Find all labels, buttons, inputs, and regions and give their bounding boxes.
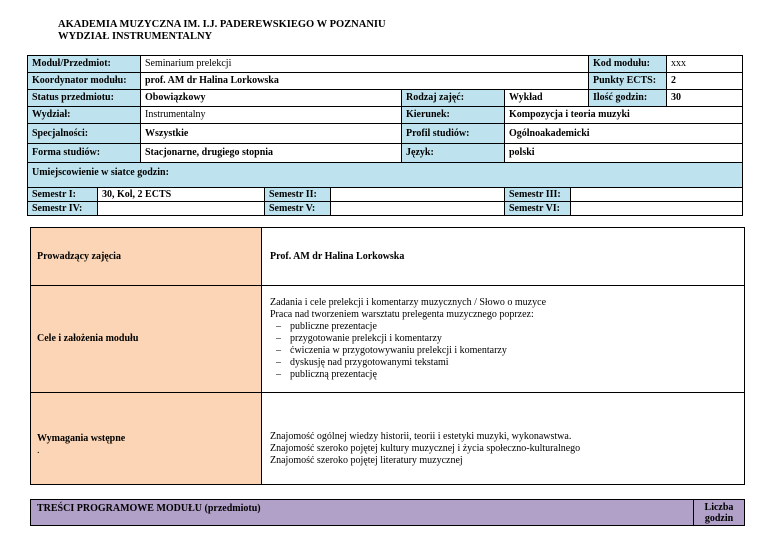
semestr-5-value <box>330 201 505 216</box>
godzin-label: godzin <box>704 513 734 524</box>
semestr-3-value <box>570 187 743 202</box>
cele-item: – ćwiczenia w przygotowywaniu prelekcji i komentarzy <box>270 345 738 357</box>
semestr-2-label: Semestr II: <box>264 187 331 202</box>
wymagania-cell <box>30 392 262 485</box>
forma-value: Stacjonarne, drugiego stopnia <box>140 143 402 163</box>
prowadzacy-value: Prof. AM dr Halina Lorkowska <box>261 227 745 286</box>
koordynator-label: Koordynator modułu: <box>27 72 141 90</box>
specjalnosci-label: Specjalności: <box>27 123 141 144</box>
wymagania-label: Wymagania wstępne <box>37 433 126 444</box>
modul-label: Moduł/Przedmiot: <box>27 55 141 73</box>
semestr-6-label: Semestr VI: <box>504 201 571 216</box>
tresci-programowe-header: TREŚCI PROGRAMOWE MODUŁU (przedmiotu) <box>30 499 694 526</box>
profil-label: Profil studiów: <box>401 123 505 144</box>
modul-value: Seminarium prelekcji <box>140 55 589 73</box>
specjalnosci-value: Wszystkie <box>140 123 402 144</box>
semestr-6-value <box>570 201 743 216</box>
cele-content <box>261 285 745 393</box>
kierunek-label: Kierunek: <box>401 106 505 124</box>
jezyk-value: polski <box>504 143 743 163</box>
document-header <box>58 19 386 43</box>
semestr-1-label: Semestr I: <box>27 187 98 202</box>
cele-list <box>270 321 738 381</box>
umiejscowienie-label: Umiejscowienie w siatce godzin: <box>27 162 743 188</box>
wymagania-content <box>261 392 745 485</box>
liczba-label: Liczba <box>704 502 734 513</box>
cele-item: – publiczne prezentacje <box>270 321 738 333</box>
rodzaj-value: Wykład <box>504 89 589 107</box>
wymagania-line: Znajomość szeroko pojętej kultury muzycznej i życia społeczno-kulturalnego <box>270 443 581 454</box>
wymagania-dot: . <box>37 445 40 456</box>
forma-label: Forma studiów: <box>27 143 141 163</box>
semestr-1-value: 30, Kol, 2 ECTS <box>97 187 265 202</box>
rodzaj-label: Rodzaj zajęć: <box>401 89 505 107</box>
cele-item: – przygotowanie prelekcji i komentarzy <box>270 333 738 345</box>
prowadzacy-label: Prowadzący zajęcia <box>30 227 262 286</box>
status-value: Obowiązkowy <box>140 89 402 107</box>
academy-name: AKADEMIA MUZYCZNA IM. I.J. PADEREWSKIEGO W POZNANIU <box>58 19 386 30</box>
semestr-4-value <box>97 201 265 216</box>
cele-line-1: Zadania i cele prelekcji i komentarzy muzycznych / Słowo o muzyce <box>270 297 547 308</box>
semestr-2-value <box>330 187 505 202</box>
semestr-5-label: Semestr V: <box>264 201 331 216</box>
koordynator-value: prof. AM dr Halina Lorkowska <box>140 72 589 90</box>
semestr-3-label: Semestr III: <box>504 187 571 202</box>
wymagania-line: Znajomość ogólnej wiedzy historii, teorii i estetyki muzyki, wykonawstwa. <box>270 431 572 442</box>
wydzial-label: Wydział: <box>27 106 141 124</box>
semestr-4-label: Semestr IV: <box>27 201 98 216</box>
wymagania-line: Znajomość szeroko pojętej literatury muzycznej <box>270 455 463 466</box>
ects-value: 2 <box>666 72 743 90</box>
status-label: Status przedmiotu: <box>27 89 141 107</box>
cele-label: Cele i założenia modułu <box>30 285 262 393</box>
jezyk-label: Język: <box>401 143 505 163</box>
wydzial-value: Instrumentalny <box>140 106 402 124</box>
cele-item: – publiczną prezentację <box>270 369 738 381</box>
kod-label: Kod modułu: <box>588 55 667 73</box>
kod-value: xxx <box>666 55 743 73</box>
godzin-value: 30 <box>666 89 743 107</box>
godzin-label: Ilość godzin: <box>588 89 667 107</box>
kierunek-value: Kompozycja i teoria muzyki <box>504 106 743 124</box>
faculty-name: WYDZIAŁ INSTRUMENTALNY <box>58 31 213 42</box>
ects-label: Punkty ECTS: <box>588 72 667 90</box>
profil-value: Ogólnoakademicki <box>504 123 743 144</box>
liczba-godzin-header <box>693 499 745 526</box>
cele-line-2: Praca nad tworzeniem warsztatu prelegenta muzycznego poprzez: <box>270 309 534 320</box>
cele-item: – dyskusję nad przygotowanymi tekstami <box>270 357 738 369</box>
